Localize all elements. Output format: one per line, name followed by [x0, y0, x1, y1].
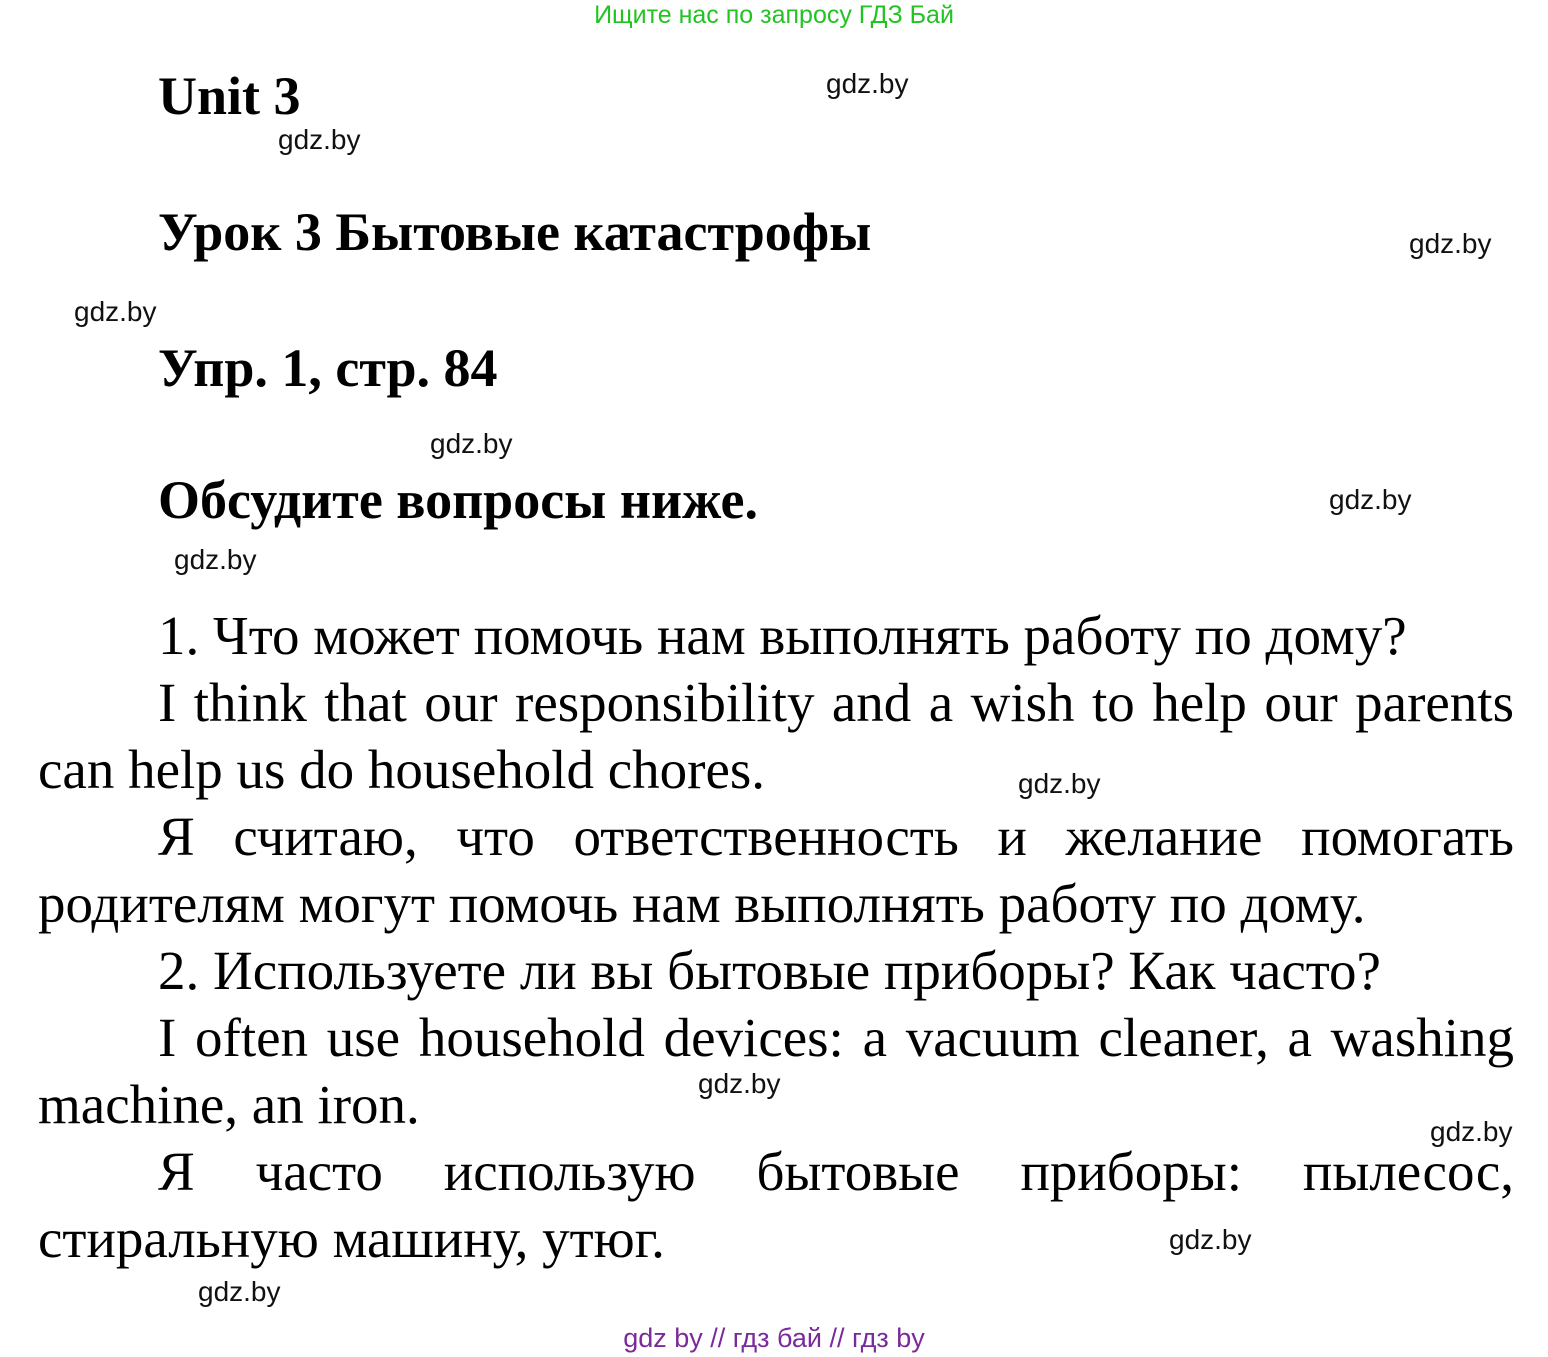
- answer-2-russian: Я часто использую бытовые приборы: пылесос, стиральную машину, утюг.: [38, 1141, 1514, 1269]
- lesson-title: Урок 3 Бытовые катастрофы: [158, 202, 872, 262]
- answer-1-english: I think that our responsibility and a wish to help our parents can help us do household chores.: [38, 672, 1514, 800]
- footer: gdz by // гдз бай // гдз by: [623, 1323, 925, 1353]
- unit-title: Unit 3: [158, 66, 301, 126]
- watermark: gdz.by: [1430, 1116, 1513, 1147]
- watermark: gdz.by: [198, 1276, 281, 1307]
- answers-block: [38, 602, 1514, 1272]
- task-instruction: Обсудите вопросы ниже.: [158, 470, 758, 530]
- watermark: gdz.by: [74, 296, 157, 327]
- watermark: gdz.by: [1018, 768, 1101, 799]
- answer-1-russian: Я считаю, что ответственность и желание помогать родителям могут помочь нам выполнять работу по дому.: [38, 806, 1514, 934]
- watermark: gdz.by: [826, 68, 909, 99]
- watermark: gdz.by: [1169, 1224, 1252, 1255]
- watermark: gdz.by: [1409, 228, 1492, 259]
- answer-2-english: I often use household devices: a vacuum cleaner, a washing machine, an iron.: [38, 1007, 1514, 1135]
- watermark: gdz.by: [174, 544, 257, 575]
- exercise-title: Упр. 1, стр. 84: [158, 338, 498, 398]
- watermark: gdz.by: [278, 124, 361, 155]
- watermark: gdz.by: [430, 428, 513, 459]
- watermark: gdz.by: [1329, 484, 1412, 515]
- watermark: gdz.by: [698, 1068, 781, 1099]
- top-banner: Ищите нас по запросу ГДЗ Бай: [594, 1, 954, 29]
- question-1: 1. Что может помочь нам выполнять работу по дому?: [158, 605, 1407, 666]
- question-2: 2. Используете ли вы бытовые приборы? Как часто?: [158, 940, 1381, 1001]
